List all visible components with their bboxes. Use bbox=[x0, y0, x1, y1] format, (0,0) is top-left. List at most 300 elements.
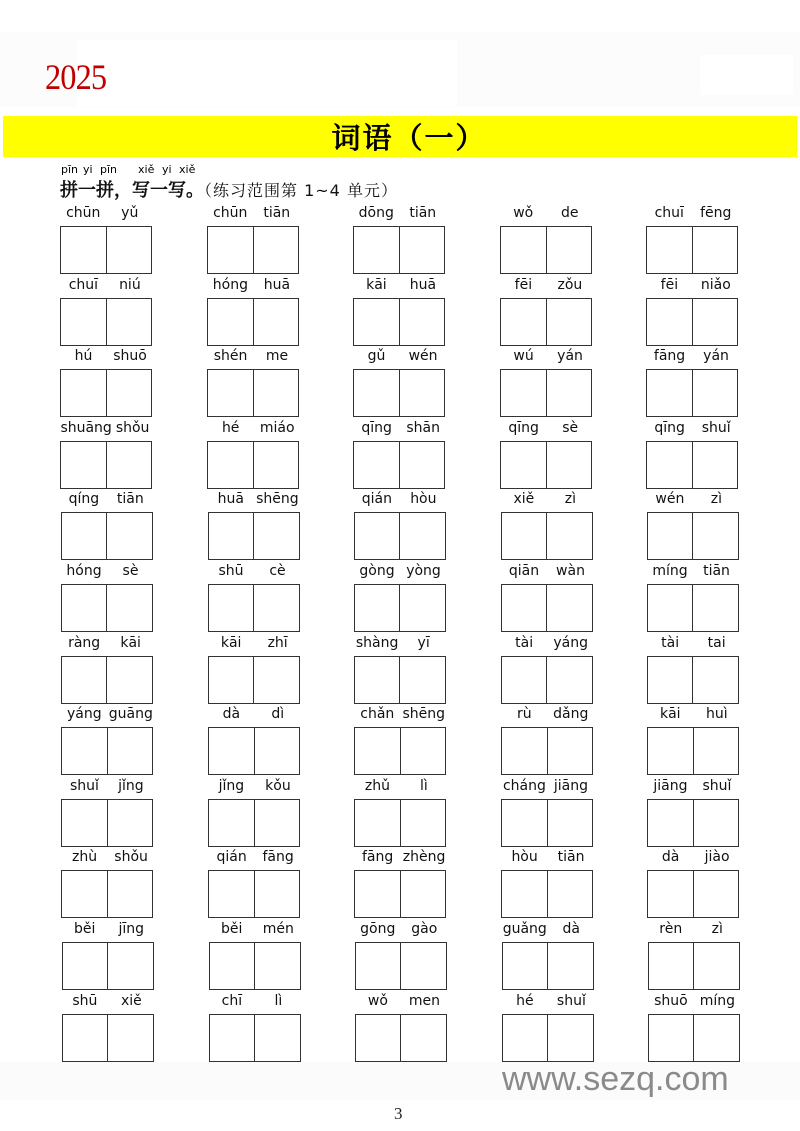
pinyin-syllable: qíng bbox=[68, 491, 100, 508]
character-square[interactable] bbox=[209, 728, 254, 774]
word-pinyin bbox=[207, 277, 300, 297]
writing-box bbox=[353, 441, 445, 489]
writing-box bbox=[501, 512, 593, 560]
character-square[interactable] bbox=[546, 513, 592, 559]
character-square[interactable] bbox=[106, 299, 152, 345]
word-pinyin bbox=[62, 993, 155, 1013]
character-square[interactable] bbox=[355, 800, 400, 846]
character-square[interactable] bbox=[502, 871, 547, 917]
word-cell bbox=[209, 921, 302, 991]
word-pinyin bbox=[647, 491, 740, 511]
character-square[interactable] bbox=[63, 1015, 108, 1061]
word-pinyin bbox=[500, 277, 593, 297]
character-square[interactable] bbox=[107, 943, 153, 989]
character-square[interactable] bbox=[502, 513, 547, 559]
pinyin-syllable: chī bbox=[221, 992, 243, 1009]
pinyin-syllable: qīng bbox=[361, 419, 392, 436]
pinyin-syllable: shuāng bbox=[60, 419, 112, 436]
word-pinyin bbox=[60, 277, 153, 297]
writing-box bbox=[208, 799, 300, 847]
word-cell bbox=[647, 778, 740, 848]
pinyin-syllable: jiāng bbox=[653, 777, 688, 794]
character-square[interactable] bbox=[107, 728, 153, 774]
word-pinyin bbox=[208, 706, 301, 726]
writing-box bbox=[207, 369, 299, 417]
pinyin-syllable: wǒ bbox=[367, 992, 388, 1009]
pinyin-syllable: kāi bbox=[220, 634, 242, 651]
character-square[interactable] bbox=[501, 442, 546, 488]
character-square[interactable] bbox=[399, 657, 445, 703]
pinyin-syllable: jīng bbox=[118, 921, 145, 937]
word-pinyin bbox=[354, 491, 447, 511]
character-square[interactable] bbox=[62, 585, 107, 631]
character-square[interactable] bbox=[107, 800, 153, 846]
character-square[interactable] bbox=[693, 1015, 739, 1061]
character-square[interactable] bbox=[106, 585, 152, 631]
character-square[interactable] bbox=[547, 800, 593, 846]
writing-box bbox=[207, 298, 299, 346]
character-square[interactable] bbox=[647, 442, 692, 488]
writing-box bbox=[501, 870, 593, 918]
instruction-text: 拼一拼，写一写。 bbox=[60, 180, 204, 201]
pinyin-syllable: yi bbox=[83, 163, 93, 176]
pinyin-syllable: yáng bbox=[66, 706, 102, 723]
writing-box bbox=[61, 512, 153, 560]
character-square[interactable] bbox=[106, 227, 152, 273]
pinyin-syllable: hòu bbox=[410, 491, 437, 508]
pinyin-syllable: niú bbox=[119, 276, 141, 293]
character-square[interactable] bbox=[107, 1015, 153, 1061]
pinyin-syllable: chǎn bbox=[360, 706, 395, 723]
character-square[interactable] bbox=[546, 657, 592, 703]
character-square[interactable] bbox=[648, 657, 693, 703]
character-square[interactable] bbox=[62, 513, 107, 559]
character-square[interactable] bbox=[692, 227, 738, 273]
character-square[interactable] bbox=[400, 728, 446, 774]
writing-box bbox=[60, 226, 152, 274]
pinyin-syllable: tiān bbox=[263, 205, 291, 221]
word-cell bbox=[208, 778, 301, 848]
character-square[interactable] bbox=[61, 227, 106, 273]
pinyin-syllable: shū bbox=[218, 563, 244, 579]
character-square[interactable] bbox=[209, 800, 254, 846]
character-square[interactable] bbox=[399, 370, 445, 416]
character-square[interactable] bbox=[399, 585, 445, 631]
character-square[interactable] bbox=[692, 370, 738, 416]
writing-box bbox=[500, 226, 592, 274]
word-pinyin bbox=[60, 348, 153, 368]
character-square[interactable] bbox=[354, 370, 399, 416]
word-cell bbox=[354, 563, 447, 633]
word-cell bbox=[648, 921, 741, 991]
word-pinyin bbox=[61, 778, 154, 798]
pinyin-syllable: qián bbox=[361, 491, 392, 508]
word-cell bbox=[207, 205, 300, 275]
word-pinyin bbox=[502, 921, 595, 941]
pinyin-syllable: běi bbox=[74, 921, 96, 937]
watermark: www.sezq.com bbox=[502, 1060, 729, 1098]
word-cell bbox=[501, 491, 594, 561]
character-square[interactable] bbox=[400, 1015, 446, 1061]
character-square[interactable] bbox=[546, 585, 592, 631]
character-square[interactable] bbox=[106, 513, 152, 559]
word-cell bbox=[61, 706, 154, 776]
character-square[interactable] bbox=[254, 728, 300, 774]
character-square[interactable] bbox=[501, 299, 546, 345]
character-square[interactable] bbox=[649, 1015, 694, 1061]
character-square[interactable] bbox=[355, 657, 400, 703]
pinyin-syllable: fāng bbox=[361, 849, 394, 866]
character-square[interactable] bbox=[399, 442, 445, 488]
word-pinyin bbox=[500, 348, 593, 368]
pinyin-syllable: běi bbox=[221, 921, 243, 937]
word-pinyin bbox=[60, 205, 153, 225]
pinyin-syllable: wén bbox=[655, 491, 685, 508]
word-pinyin bbox=[646, 277, 739, 297]
character-square[interactable] bbox=[356, 1015, 401, 1061]
word-cell bbox=[648, 993, 741, 1063]
pinyin-syllable: hóng bbox=[66, 563, 102, 579]
word-pinyin bbox=[62, 921, 155, 941]
character-square[interactable] bbox=[647, 299, 692, 345]
character-square[interactable] bbox=[253, 442, 299, 488]
character-square[interactable] bbox=[647, 370, 692, 416]
page-number: 3 bbox=[394, 1104, 403, 1123]
word-pinyin bbox=[207, 420, 300, 440]
character-square[interactable] bbox=[400, 800, 446, 846]
pinyin-syllable: niǎo bbox=[700, 276, 731, 293]
character-square[interactable] bbox=[693, 728, 739, 774]
writing-box bbox=[646, 226, 738, 274]
writing-box bbox=[353, 369, 445, 417]
pinyin-syllable: dì bbox=[271, 706, 285, 723]
character-square[interactable] bbox=[648, 585, 693, 631]
character-square[interactable] bbox=[692, 299, 738, 345]
character-square[interactable] bbox=[210, 943, 255, 989]
pinyin-syllable: chūn bbox=[213, 205, 248, 221]
character-square[interactable] bbox=[355, 871, 400, 917]
word-pinyin bbox=[353, 205, 446, 225]
writing-box bbox=[207, 226, 299, 274]
pinyin-syllable: zì bbox=[564, 491, 576, 508]
pinyin-syllable: dà bbox=[661, 849, 680, 866]
pinyin-syllable: fāng bbox=[653, 348, 686, 365]
character-square[interactable] bbox=[649, 943, 694, 989]
character-square[interactable] bbox=[63, 943, 108, 989]
word-cell bbox=[502, 993, 595, 1063]
character-square[interactable] bbox=[399, 227, 445, 273]
pinyin-syllable: yáng bbox=[553, 634, 588, 651]
character-square[interactable] bbox=[210, 1015, 255, 1061]
pinyin-syllable: zì bbox=[710, 491, 722, 508]
word-pinyin bbox=[647, 778, 740, 798]
pinyin-syllable: guāng bbox=[108, 706, 153, 723]
pinyin-syllable: dǎng bbox=[553, 706, 589, 723]
pinyin-syllable: shǒu bbox=[115, 419, 150, 436]
character-square[interactable] bbox=[253, 299, 299, 345]
character-square[interactable] bbox=[354, 227, 399, 273]
writing-box bbox=[647, 799, 739, 847]
character-square[interactable] bbox=[254, 1015, 300, 1061]
writing-box bbox=[208, 512, 300, 560]
word-pinyin bbox=[61, 563, 154, 583]
word-cell bbox=[60, 420, 153, 490]
writing-box bbox=[354, 727, 446, 775]
pinyin-syllable: shén bbox=[213, 348, 248, 365]
pinyin-syllable: tai bbox=[707, 634, 726, 651]
character-square[interactable] bbox=[546, 370, 592, 416]
word-pinyin bbox=[354, 849, 447, 869]
word-cell bbox=[500, 277, 593, 347]
year-label: 2025 bbox=[45, 57, 107, 97]
character-square[interactable] bbox=[692, 657, 738, 703]
writing-box bbox=[647, 584, 739, 632]
character-square[interactable] bbox=[254, 800, 300, 846]
character-square[interactable] bbox=[547, 943, 593, 989]
character-square[interactable] bbox=[62, 800, 107, 846]
character-square[interactable] bbox=[399, 299, 445, 345]
word-cell bbox=[647, 849, 740, 919]
word-cell bbox=[61, 563, 154, 633]
character-square[interactable] bbox=[502, 728, 547, 774]
word-pinyin bbox=[647, 635, 740, 655]
writing-box bbox=[62, 942, 154, 990]
pinyin-syllable: dà bbox=[562, 921, 580, 937]
writing-box bbox=[500, 441, 592, 489]
character-square[interactable] bbox=[355, 513, 400, 559]
word-pinyin bbox=[354, 778, 447, 798]
character-square[interactable] bbox=[355, 585, 400, 631]
pinyin-syllable: gǔ bbox=[367, 348, 386, 365]
pinyin-syllable: tiān bbox=[409, 205, 437, 221]
character-square[interactable] bbox=[209, 513, 254, 559]
word-pinyin bbox=[355, 993, 448, 1013]
character-square[interactable] bbox=[648, 513, 693, 559]
word-pinyin bbox=[646, 420, 739, 440]
character-square[interactable] bbox=[253, 585, 299, 631]
character-square[interactable] bbox=[61, 442, 106, 488]
character-square[interactable] bbox=[693, 943, 739, 989]
pinyin-syllable: rù bbox=[516, 706, 532, 723]
writing-box bbox=[501, 727, 593, 775]
word-cell bbox=[647, 635, 740, 705]
pinyin-syllable: kāi bbox=[366, 276, 387, 293]
pinyin-syllable: cè bbox=[269, 563, 286, 579]
character-square[interactable] bbox=[253, 657, 299, 703]
word-pinyin bbox=[208, 849, 301, 869]
character-square[interactable] bbox=[647, 227, 692, 273]
character-square[interactable] bbox=[253, 370, 299, 416]
pinyin-syllable: zhèng bbox=[402, 849, 446, 866]
character-square[interactable] bbox=[546, 227, 592, 273]
pinyin-syllable: sè bbox=[122, 563, 139, 579]
character-square[interactable] bbox=[547, 1015, 593, 1061]
character-square[interactable] bbox=[399, 513, 445, 559]
character-square[interactable] bbox=[62, 657, 107, 703]
word-cell bbox=[501, 849, 594, 919]
word-pinyin bbox=[501, 563, 594, 583]
pinyin-syllable: shàng bbox=[355, 634, 399, 651]
word-pinyin bbox=[61, 849, 154, 869]
character-square[interactable] bbox=[106, 370, 152, 416]
pinyin-syllable: shuǐ bbox=[69, 777, 99, 794]
character-square[interactable] bbox=[648, 800, 693, 846]
character-square[interactable] bbox=[547, 728, 593, 774]
pinyin-syllable: shuǐ bbox=[702, 777, 732, 794]
pinyin-syllable: yòng bbox=[406, 563, 441, 579]
character-square[interactable] bbox=[355, 728, 400, 774]
character-square[interactable] bbox=[62, 871, 107, 917]
character-square[interactable] bbox=[692, 585, 738, 631]
writing-box bbox=[648, 942, 740, 990]
character-square[interactable] bbox=[502, 800, 547, 846]
pinyin-syllable: shēng bbox=[402, 706, 446, 723]
character-square[interactable] bbox=[692, 442, 738, 488]
writing-box bbox=[61, 656, 153, 704]
character-square[interactable] bbox=[106, 657, 152, 703]
pinyin-syllable: xiě bbox=[120, 992, 142, 1009]
pinyin-syllable: de bbox=[561, 205, 579, 221]
character-square[interactable] bbox=[209, 871, 254, 917]
character-square[interactable] bbox=[501, 370, 546, 416]
word-pinyin bbox=[208, 635, 301, 655]
character-square[interactable] bbox=[253, 513, 299, 559]
character-square[interactable] bbox=[61, 299, 106, 345]
character-square[interactable] bbox=[503, 1015, 548, 1061]
pinyin-syllable: tiān bbox=[116, 491, 144, 508]
word-cell bbox=[60, 348, 153, 418]
character-square[interactable] bbox=[354, 442, 399, 488]
character-square[interactable] bbox=[501, 227, 546, 273]
writing-box bbox=[353, 298, 445, 346]
word-cell bbox=[61, 491, 154, 561]
pinyin-syllable: shuǐ bbox=[556, 992, 586, 1009]
word-cell bbox=[501, 635, 594, 705]
pinyin-syllable: rèn bbox=[659, 921, 683, 937]
pinyin-syllable: zhǔ bbox=[364, 777, 390, 794]
character-square[interactable] bbox=[503, 943, 548, 989]
pinyin-syllable: chuī bbox=[68, 276, 99, 293]
pinyin-syllable: jǐng bbox=[218, 777, 245, 794]
writing-box bbox=[60, 369, 152, 417]
word-pinyin bbox=[501, 706, 594, 726]
character-square[interactable] bbox=[502, 585, 547, 631]
character-square[interactable] bbox=[208, 442, 253, 488]
character-square[interactable] bbox=[354, 299, 399, 345]
character-square[interactable] bbox=[254, 943, 300, 989]
word-cell bbox=[501, 706, 594, 776]
pinyin-syllable: qiān bbox=[508, 563, 540, 579]
character-square[interactable] bbox=[253, 227, 299, 273]
writing-box bbox=[208, 727, 300, 775]
word-pinyin bbox=[207, 205, 300, 225]
character-square[interactable] bbox=[61, 370, 106, 416]
character-square[interactable] bbox=[209, 585, 254, 631]
writing-box bbox=[502, 942, 594, 990]
character-square[interactable] bbox=[400, 871, 446, 917]
word-cell bbox=[502, 921, 595, 991]
pinyin-syllable: chūn bbox=[66, 205, 101, 221]
character-square[interactable] bbox=[693, 800, 739, 846]
character-square[interactable] bbox=[546, 299, 592, 345]
pinyin-syllable: yán bbox=[557, 348, 583, 365]
word-cell bbox=[207, 277, 300, 347]
character-square[interactable] bbox=[502, 657, 547, 703]
pinyin-syllable: shēng bbox=[256, 491, 299, 508]
pinyin-syllable: tiān bbox=[703, 563, 730, 579]
word-cell bbox=[355, 993, 448, 1063]
word-cell bbox=[501, 778, 594, 848]
writing-box bbox=[208, 584, 300, 632]
character-square[interactable] bbox=[400, 943, 446, 989]
word-pinyin bbox=[208, 491, 301, 511]
writing-box bbox=[60, 298, 152, 346]
character-square[interactable] bbox=[693, 871, 739, 917]
word-pinyin bbox=[646, 348, 739, 368]
pinyin-syllable: fāng bbox=[262, 849, 294, 866]
character-square[interactable] bbox=[208, 299, 253, 345]
character-square[interactable] bbox=[106, 442, 152, 488]
writing-box bbox=[647, 512, 739, 560]
pinyin-syllable: pīn bbox=[61, 163, 79, 176]
word-pinyin bbox=[647, 563, 740, 583]
pinyin-syllable: tài bbox=[515, 634, 534, 651]
character-square[interactable] bbox=[208, 227, 253, 273]
pinyin-syllable: gòng bbox=[359, 563, 395, 579]
character-square[interactable] bbox=[62, 728, 107, 774]
word-pinyin bbox=[354, 563, 447, 583]
pinyin-syllable: gào bbox=[411, 921, 438, 937]
writing-box bbox=[62, 1014, 154, 1062]
character-square[interactable] bbox=[209, 657, 254, 703]
writing-box bbox=[500, 298, 592, 346]
writing-box bbox=[647, 727, 739, 775]
word-cell bbox=[208, 635, 301, 705]
pinyin-syllable: yi bbox=[162, 163, 172, 176]
writing-box bbox=[501, 584, 593, 632]
pinyin-syllable: wǒ bbox=[513, 205, 534, 221]
writing-box bbox=[646, 298, 738, 346]
character-square[interactable] bbox=[208, 370, 253, 416]
pinyin-syllable: sè bbox=[562, 419, 579, 436]
character-square[interactable] bbox=[254, 871, 300, 917]
word-pinyin bbox=[501, 778, 594, 798]
word-cell bbox=[354, 849, 447, 919]
word-cell bbox=[647, 563, 740, 633]
word-cell bbox=[354, 491, 447, 561]
word-pinyin bbox=[209, 921, 302, 941]
pinyin-syllable: xiě bbox=[138, 163, 155, 176]
character-square[interactable] bbox=[107, 871, 153, 917]
pinyin-syllable: wàn bbox=[556, 563, 585, 579]
character-square[interactable] bbox=[692, 513, 738, 559]
pinyin-syllable: shān bbox=[406, 419, 440, 436]
pinyin-syllable: shǒu bbox=[114, 849, 148, 866]
pinyin-syllable: shuō bbox=[654, 992, 688, 1009]
character-square[interactable] bbox=[648, 728, 693, 774]
character-square[interactable] bbox=[547, 871, 593, 917]
character-square[interactable] bbox=[356, 943, 401, 989]
pinyin-syllable: kāi bbox=[660, 706, 681, 723]
word-cell bbox=[208, 563, 301, 633]
pinyin-syllable: hú bbox=[74, 348, 93, 365]
character-square[interactable] bbox=[546, 442, 592, 488]
word-cell bbox=[500, 205, 593, 275]
character-square[interactable] bbox=[648, 871, 693, 917]
pinyin-syllable: tài bbox=[661, 634, 680, 651]
writing-box bbox=[500, 369, 592, 417]
writing-box bbox=[646, 369, 738, 417]
